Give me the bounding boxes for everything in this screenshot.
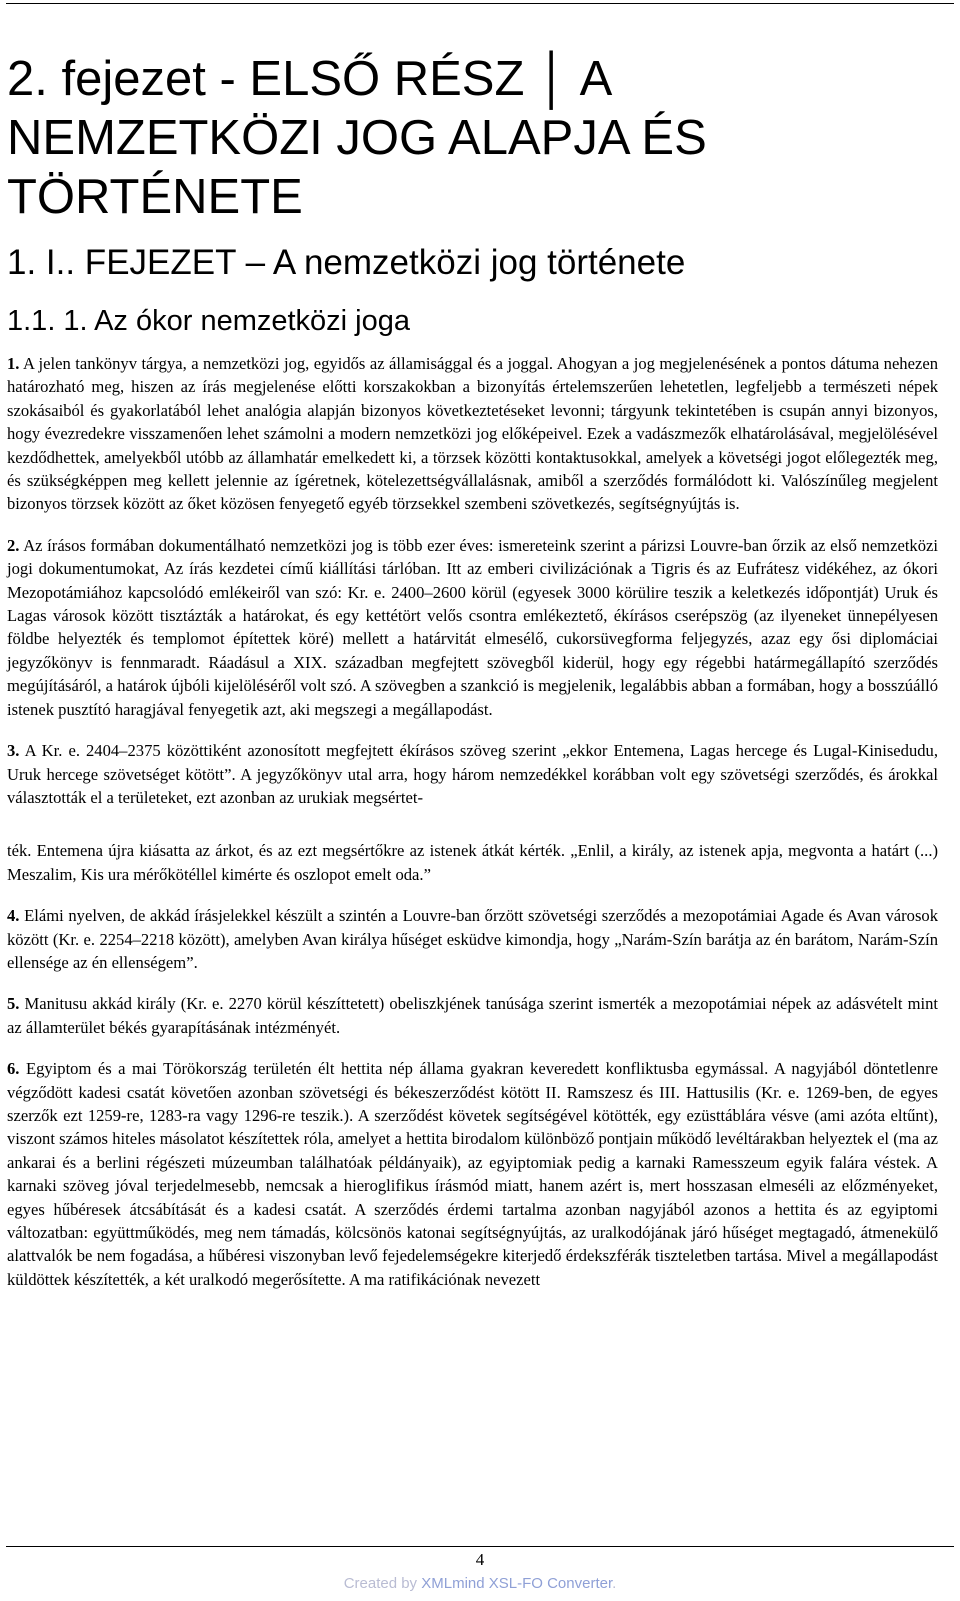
paragraph bbox=[7, 992, 938, 1039]
chapter-title: 2. fejezet - ELSŐ RÉSZ │ A NEMZETKÖZI JOG ALAPJA ÉS TÖRTÉNETE bbox=[7, 52, 707, 224]
paragraph-number: 5. bbox=[7, 994, 20, 1014]
credit-prefix: Created by bbox=[343, 1575, 422, 1592]
body-text bbox=[7, 352, 938, 1291]
paragraph-number: 6. bbox=[7, 1059, 20, 1079]
paragraph-text: Elámi nyelven, de akkád írásjelekkel készült a szintén a Louvre-ban őrzött szövetségi szerződés a mezopotámiai Agade és Avan városok között (Kr. e. 2254–2218 között), amelyben Avan királya hűséget esküdve kimondja, hogy „Narám-Szín barátja az én barátom, Narám-Szín ellensége az én ellenségem”. bbox=[7, 906, 938, 972]
paragraph bbox=[7, 352, 938, 516]
paragraph-text: Manitusu akkád király (Kr. e. 2270 körül készíttetett) obeliszkjének tanúsága szerint ismerték a mezopotámiai népek az adásvételt mint az államterület békés gyarapításának intézményét. bbox=[7, 994, 938, 1037]
paragraph bbox=[7, 904, 938, 974]
subsection-title: 1.1. 1. Az ókor nemzetközi joga bbox=[7, 305, 410, 337]
paragraph bbox=[7, 1057, 938, 1291]
paragraph bbox=[7, 534, 938, 721]
credit-suffix: . bbox=[612, 1575, 617, 1592]
top-rule bbox=[6, 3, 954, 4]
paragraph-text: A jelen tankönyv tárgya, a nemzetközi jog, egyidős az államisággal és a joggal. Ahogyan a jog megjelenésének a pontos dátuma nehezen határozható meg, hiszen az írás megjelenése előtti korszakokban a bizonyítás értelemszerűen lehetetlen, legfeljebb a természeti népek szokásaiból és gyakorlatából lehet analógia alapján bizonyos következtetéseket levonni; tárgyunk tekintetében is csupán annyi bizonyos, hogy évezredekre visszamenően lehet számolni a modern nemzetközi jog előképeivel. Ezek a vadászmezők elhatárolásával, megjelölésével kezdődhettek, amelyekből utóbb az államhatár emelkedett ki, a törzsek közötti kontaktusokkal, amelyek a követségi jogot előlegezték meg, és szükségképpen meg kellett jelennie az ígéretnek, kötelezettségvállalásnak, amiből a szerződés formálódott ki. Valószínűleg megjelent bizonyos törzsek között az őket közösen fenyegető egyéb törzsekkel szembeni szövetkezés, segítségnyújtás is. bbox=[7, 354, 938, 514]
section-title: 1. I.. FEJEZET – A nemzetközi jog története bbox=[7, 243, 686, 282]
footer-rule bbox=[6, 1546, 954, 1547]
paragraph-text: ték. Entemena újra kiásatta az árkot, és az ezt megsértőkre az istenek átkát kérték. „Enlil, a király, az istenek apja, megvonta a határt (...) Meszalim, Kis ura mérőkötéllel kimérte és oszlopot emelt oda.” bbox=[7, 841, 938, 884]
paragraph-number: 1. bbox=[7, 354, 20, 373]
paragraph-number: 4. bbox=[7, 906, 20, 926]
paragraph-text: Egyiptom és a mai Törökország területén élt hettita nép állama gyakran keveredett konfliktusba egymással. A nagyjából döntetlenre végződött kadesi csatát követően azonban szövetségi és békeszerződést kötött II. Ramszesz és III. Hattusilis (Kr. e. 1269-ben, de egyes szerzők ezt 1259-re, 1283-ra vagy 1296-re teszik.). A szerződést követek segítségével kötötték, egy ezüsttáblára vésve (ami azóta eltűnt), viszont számos hiteles másolatot készítettek róla, amelyet a hettita birodalom különböző pontjain működő levéltárakban helyeztek el (ma az ankarai és a berlini régészeti múzeumban találhatóak példányaik), az egyiptomiak pedig a karnaki Ramesszeum egyik falára véstek. A karnaki szöveg jóval terjedelmesebb, nemcsak a hieroglifikus írásmód miatt, hanem azért is, mert hosszasan elmeséli az előzményeket, egyes hűbéresek átcsábítását és a kadesi csatát. A szerződés érdemi tartalma azonban nagyjából azonos a hettita és az egyiptomi változatban: együttműködés, meg nem támadás, kölcsönös katonai segítségnyújtás, az uralkodójának járó hűséget megtagadó, átmenekülő alattvalók be nem fogadása, a hűbéresi viszonyban levő fejedelemségekre kiterjedő érdekszférák tiszteletben tartása. Mivel a megállapodást küldöttek készítették, a két uralkodó megerősítette. A ma ratifikációnak nevezett bbox=[7, 1059, 938, 1289]
page-number: 4 bbox=[475, 1550, 485, 1569]
paragraph-text: A Kr. e. 2404–2375 közöttiként azonosított megfejtett ékírásos szöveg szerint „ekkor Entemena, Lagas hercege és Lugal-Kinisedudu, Uruk hercege szövetséget kötött”. A jegyzőkönyv utal arra, hogy három nemzedékkel korábban volt egy szövetségi szerződés, és árokkal választották el a területeket, ezt azonban az urukiak megsértet- bbox=[7, 741, 939, 807]
paragraph-number: 3. bbox=[7, 741, 20, 761]
page-content bbox=[7, 40, 938, 1309]
paragraph-continuation bbox=[7, 839, 938, 886]
paragraph bbox=[7, 739, 938, 809]
credit-brand-link[interactable]: XMLmind XSL-FO Converter bbox=[421, 1575, 613, 1592]
paragraph-text: Az írásos formában dokumentálható nemzetközi jog is több ezer éves: ismereteink szerint a párizsi Louvre-ban őrzik az első nemzetközi jogi dokumentumokat, Az írás kezdetei című kiállítási tárlóban. Itt az emberi civilizációnak a Tigris és az Eufrátesz vidékéhez, az ókori Mezopotámiához kapcsolódó emlékeiről van szó: Kr. e. 2400–2600 körül (egyesek 3000 körülire teszik a keletkezés időpontját) Uruk és Lagas városok között tisztázták a határokat, és egy kettétört velős csontra emlékeztető, ékírásos cserépszög (az ilyeneket ünnepélyesen földbe helyezték és templomot építettek köré) mellett a határvitát elmesélő, cukorsüvegforma feljegyzés, azaz egy ősi diplomáciai jegyzőkönyv is fennmaradt. Ráadásul a XIX. században megfejtett szövegből kiderül, hogy egy régebbi határmegállapító szerződés megújításáról, a határok újbóli kijelöléséről volt szó. A szövegben a szankció is megjelenik, legalábbis abban a formában, hogy a bosszúálló istenek pusztító haragjával fenyegetik azt, aki megszegi a megállapodást. bbox=[7, 535, 938, 719]
footer-credit bbox=[0, 1574, 960, 1594]
paragraph-number: 2. bbox=[7, 535, 20, 555]
